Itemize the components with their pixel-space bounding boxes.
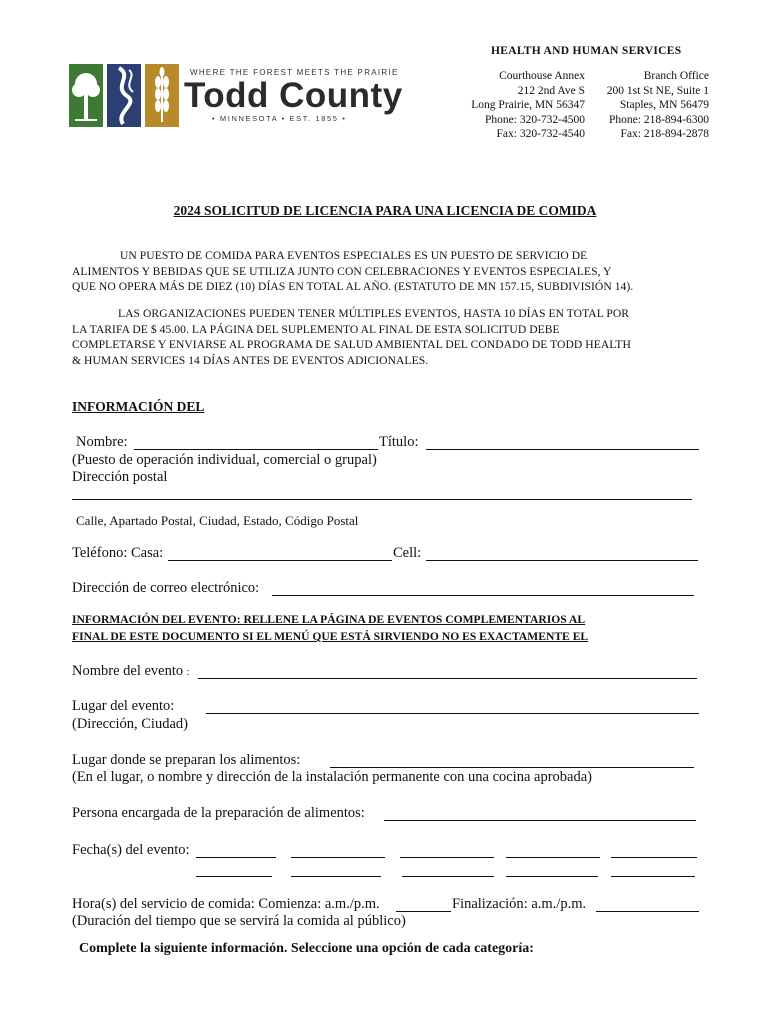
service-end-label: Finalización: a.m./p.m.: [452, 896, 587, 912]
service-start-label: Hora(s) del servicio de comida: Comienza: a.m./p.m.: [72, 896, 380, 912]
prep-location-field[interactable]: [330, 767, 694, 768]
paragraph-line: COMPLETARSE Y ENVIARSE AL PROGRAMA DE SALUD AMBIENTAL DEL CONDADO DE TODD HEALTH: [72, 338, 631, 351]
service-end-field[interactable]: [596, 911, 699, 912]
logo-subline: • MINNESOTA • EST. 1855 •: [212, 114, 347, 123]
event-name-field[interactable]: [198, 678, 697, 679]
event-date-field[interactable]: [506, 876, 598, 877]
event-dates-label: Fecha(s) del evento:: [72, 842, 190, 858]
home-phone-field[interactable]: [168, 560, 392, 561]
cell-phone-field[interactable]: [426, 560, 698, 561]
intro-paragraph-2: [72, 306, 631, 368]
logo-name: Todd County: [184, 76, 403, 115]
event-heading-line-1: INFORMACIÓN DEL EVENTO: RELLENE LA PÁGINA DE EVENTOS COMPLEMENTARIOS AL: [72, 613, 586, 626]
office-line: 212 2nd Ave S: [517, 84, 585, 97]
mailing-address-label: Dirección postal: [72, 469, 168, 485]
event-date-field[interactable]: [400, 857, 494, 858]
office-line: Phone: 320-732-4500: [485, 113, 585, 126]
office-line: Branch Office: [643, 70, 709, 82]
office-line: Staples, MN 56479: [619, 99, 709, 111]
river-icon: [107, 64, 141, 127]
office-line: Fax: 320-732-4540: [496, 128, 585, 140]
prep-location-label: Lugar donde se preparan los alimentos:: [72, 752, 301, 768]
office-line: Courthouse Annex: [499, 70, 585, 82]
tree-icon: [69, 64, 103, 127]
event-place-field[interactable]: [206, 713, 699, 714]
home-phone-label: Teléfono: Casa:: [72, 545, 164, 561]
service-start-field[interactable]: [396, 911, 451, 912]
event-heading-line-2: FINAL DE ESTE DOCUMENTO SI EL MENÚ QUE ESTÁ SIRVIENDO NO ES EXACTAMENTE EL: [72, 630, 589, 643]
mailing-address-field[interactable]: [72, 499, 692, 500]
event-name-label: [72, 663, 190, 680]
event-date-field[interactable]: [506, 857, 600, 858]
event-name-label-text: Nombre del evento: [72, 663, 184, 679]
title-label: Título:: [379, 434, 419, 450]
selection-instruction: Complete la siguiente información. Seleccione una opción de cada categoría:: [79, 941, 534, 956]
event-date-field[interactable]: [291, 876, 381, 877]
prep-person-label: Persona encargada de la preparación de alimentos:: [72, 805, 365, 821]
paragraph-line: UN PUESTO DE COMIDA PARA EVENTOS ESPECIALES ES UN PUESTO DE SERVICIO DE: [120, 249, 588, 262]
paragraph-line: ALIMENTOS Y BEBIDAS QUE SE UTILIZA JUNTO CON CELEBRACIONES Y EVENTOS ESPECIALES, Y: [72, 264, 612, 278]
event-date-field[interactable]: [611, 857, 697, 858]
event-date-field[interactable]: [402, 876, 494, 877]
paragraph-line: LAS ORGANIZACIONES PUEDEN TENER MÚLTIPLES EVENTOS, HASTA 10 DÍAS EN TOTAL POR: [118, 307, 630, 320]
name-field[interactable]: [134, 449, 378, 450]
event-place-label: Lugar del evento:: [72, 698, 175, 714]
office-line: Long Prairie, MN 56347: [471, 99, 585, 111]
paragraph-line: QUE NO OPERA MÁS DE DIEZ (10) DÍAS EN TOTAL AL AÑO. (ESTATUTO DE MN 157.15, SUBDIVISIÓN 14).: [72, 280, 634, 293]
office-branch: [607, 69, 709, 142]
title-field[interactable]: [426, 449, 699, 450]
event-name-colon: :: [186, 667, 190, 678]
office-courthouse-annex: [471, 69, 585, 142]
event-date-field[interactable]: [291, 857, 385, 858]
office-line: Fax: 218-894-2878: [620, 128, 709, 140]
document-title: [0, 203, 770, 219]
event-date-field[interactable]: [196, 876, 272, 877]
service-duration-note: (Duración del tiempo que se servirá la comida al público): [72, 913, 406, 929]
intro-paragraph-1: [72, 248, 633, 295]
document-title-text: 2024 SOLICITUD DE LICENCIA PARA UNA LICENCIA DE COMIDA: [173, 203, 597, 218]
office-line: 200 1st St NE, Suite 1: [606, 84, 709, 97]
address-format-note: Calle, Apartado Postal, Ciudad, Estado, Código Postal: [76, 513, 359, 528]
event-date-field[interactable]: [196, 857, 276, 858]
event-date-field[interactable]: [611, 876, 695, 877]
email-label: Dirección de correo electrónico:: [72, 580, 260, 596]
wheat-icon: [145, 64, 179, 127]
paragraph-line: LA TARIFA DE $ 45.00. LA PÁGINA DEL SUPLEMENTO AL FINAL DE ESTA SOLICITUD DEBE: [72, 322, 560, 336]
department-name: HEALTH AND HUMAN SERVICES: [491, 45, 682, 57]
applicant-heading: INFORMACIÓN DEL: [72, 399, 205, 414]
logo-tagline: WHERE THE FOREST MEETS THE PRAIRIE: [190, 68, 399, 77]
prep-location-note: (En el lugar, o nombre y dirección de la instalación permanente con una cocina aprobada): [72, 769, 592, 785]
event-place-note: (Dirección, Ciudad): [72, 716, 188, 732]
prep-person-field[interactable]: [384, 820, 696, 821]
name-note: (Puesto de operación individual, comercial o grupal): [72, 452, 377, 468]
email-field[interactable]: [272, 595, 694, 596]
name-label: Nombre:: [76, 434, 128, 450]
cell-phone-label: Cell:: [393, 545, 422, 561]
paragraph-line: & HUMAN SERVICES 14 DÍAS ANTES DE EVENTOS ADICIONALES.: [72, 353, 429, 367]
office-line: Phone: 218-894-6300: [609, 113, 709, 126]
